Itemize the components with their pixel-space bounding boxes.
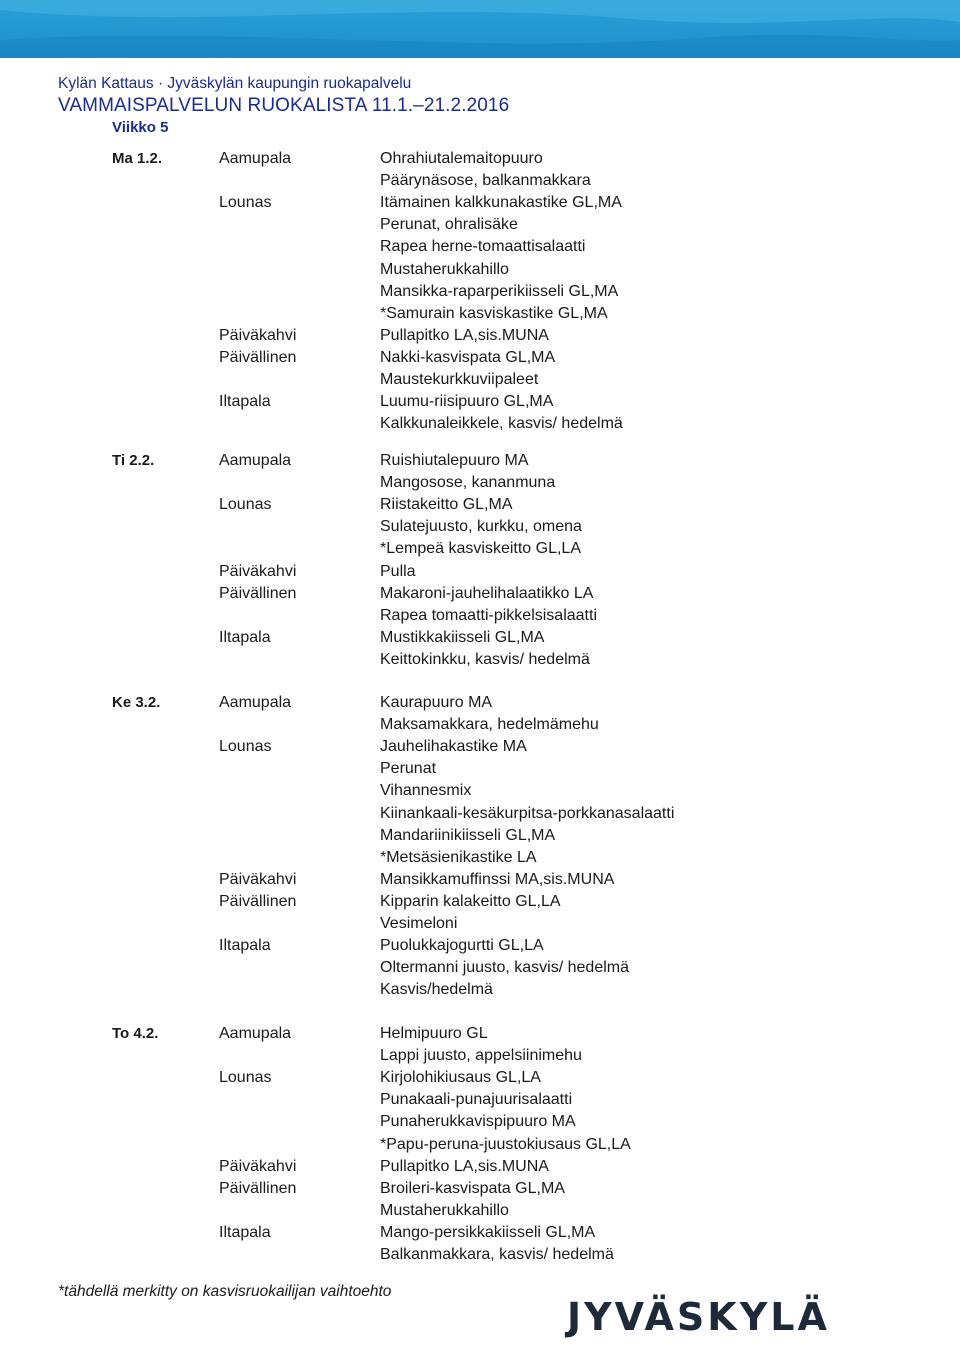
meal-type: Lounas: [219, 738, 272, 756]
dish-name: Pullapitko LA,sis.MUNA: [380, 1157, 549, 1175]
dish-name: Balkanmakkara, kasvis/ hedelmä: [380, 1246, 614, 1263]
menu-row: [0, 303, 960, 325]
menu-row: [0, 1045, 960, 1067]
dish-name: Kipparin kalakeitto GL,LA: [380, 892, 561, 910]
dish-name: Makaroni-jauhelihalaatikko LA: [380, 584, 594, 602]
menu-row: [0, 891, 960, 913]
menu-row: [0, 714, 960, 736]
organization-name: Kylän Kattaus · Jyväskylän kaupungin ruokapalvelu: [58, 75, 412, 92]
menu-row: [0, 281, 960, 303]
meal-type: Lounas: [219, 1069, 272, 1087]
dish-name: Lappi juusto, appelsiinimehu: [380, 1047, 582, 1065]
dish-name: Maustekurkkuviipaleet: [380, 371, 539, 388]
dish-name: Kasvis/hedelmä: [380, 981, 493, 999]
dish-name: Rapea herne-tomaattisalaatti: [380, 238, 586, 256]
dish-name: Itämainen kalkkunakastike GL,MA: [380, 194, 622, 212]
dish-name: Keittokinkku, kasvis/ hedelmä: [380, 650, 590, 668]
dish-name: *Papu-peruna-juustokiusaus GL,LA: [380, 1135, 631, 1153]
dish-name: Nakki-kasvispata GL,MA: [380, 348, 556, 366]
menu-row: [0, 1244, 960, 1266]
menu-row: [0, 803, 960, 825]
meal-type: Aamupala: [219, 694, 292, 711]
meal-type: Iltapala: [219, 393, 271, 411]
menu-row: [0, 1111, 960, 1133]
dish-name: Pulla: [380, 562, 416, 580]
meal-type: Lounas: [219, 496, 272, 514]
menu-row: [0, 869, 960, 891]
dish-name: Ruishiutalepuuro MA: [380, 452, 529, 469]
dish-name: Punaherukkavispipuuro MA: [380, 1113, 576, 1131]
menu-row: [0, 1089, 960, 1111]
meal-type: Aamupala: [219, 150, 292, 167]
menu-row: [0, 1156, 960, 1178]
dish-name: Broileri-kasvispata GL,MA: [380, 1179, 565, 1197]
dish-name: Sulatejuusto, kurkku, omena: [380, 518, 582, 536]
day-label: Ti 2.2.: [112, 452, 155, 469]
menu-row: [0, 649, 960, 671]
dish-name: Vesimeloni: [380, 915, 458, 932]
dish-name: Pullapitko LA,sis.MUNA: [380, 326, 549, 344]
menu-row: [0, 325, 960, 347]
meal-type: Iltapala: [219, 628, 271, 646]
dish-name: Helmipuuro GL: [380, 1025, 488, 1042]
menu-title: VAMMAISPALVELUN RUOKALISTA 11.1.–21.2.2016: [58, 95, 510, 116]
menu-row: [0, 935, 960, 957]
meal-type: Päivällinen: [219, 892, 297, 910]
menu-row: [0, 780, 960, 802]
menu-row: [0, 913, 960, 935]
dish-name: Mustaherukkahillo: [380, 1201, 509, 1219]
menu-row: [0, 236, 960, 258]
menu-row: [0, 957, 960, 979]
dish-name: Perunat: [380, 760, 437, 778]
menu-row: [0, 1067, 960, 1089]
meal-type: Päiväkahvi: [219, 326, 297, 344]
top-banner: [0, 0, 960, 58]
menu-row: [0, 347, 960, 369]
meal-type: Iltapala: [219, 937, 271, 955]
dish-name: Mustikkakiisseli GL,MA: [380, 628, 545, 646]
menu-row: [0, 413, 960, 435]
meal-type: Iltapala: [219, 1223, 271, 1241]
meal-type: Päivällinen: [219, 348, 297, 366]
menu-row: [0, 1134, 960, 1156]
dish-name: *Lempeä kasviskeitto GL,LA: [380, 540, 581, 558]
meal-type: Päivällinen: [219, 584, 297, 602]
dish-name: Mangosose, kananmuna: [380, 474, 556, 492]
menu-row: [0, 736, 960, 758]
menu-row: [0, 847, 960, 869]
dish-name: Kalkkunaleikkele, kasvis/ hedelmä: [380, 415, 623, 433]
dish-name: Mango-persikkakiisseli GL,MA: [380, 1223, 596, 1241]
menu-row: [0, 450, 960, 472]
dish-name: Puolukkajogurtti GL,LA: [380, 937, 544, 955]
jyvaskyla-logo: [567, 1294, 830, 1340]
week-label: Viikko 5: [112, 119, 169, 136]
footnote: *tähdellä merkitty on kasvisruokailijan vaihtoehto: [58, 1283, 392, 1300]
meal-type: Aamupala: [219, 1025, 292, 1042]
dish-name: *Samurain kasviskastike GL,MA: [380, 304, 608, 322]
dish-name: Maksamakkara, hedelmämehu: [380, 716, 599, 734]
dish-name: Rapea tomaatti-pikkelsisalaatti: [380, 606, 597, 624]
menu-row: [0, 692, 960, 714]
dish-name: Kaurapuuro MA: [380, 694, 493, 711]
menu-row: [0, 1200, 960, 1222]
dish-name: Jauhelihakastike MA: [380, 738, 527, 756]
menu-row: [0, 192, 960, 214]
dish-name: Oltermanni juusto, kasvis/ hedelmä: [380, 959, 629, 977]
day-label: Ke 3.2.: [112, 694, 161, 711]
menu-row: [0, 494, 960, 516]
menu-row: [0, 516, 960, 538]
menu-row: [0, 472, 960, 494]
dish-name: Mandariinikiisseli GL,MA: [380, 826, 556, 844]
dish-name: Luumu-riisipuuro GL,MA: [380, 393, 554, 411]
menu-row: [0, 391, 960, 413]
logo-text: JYVÄSKYLÄ: [567, 1295, 830, 1339]
dish-name: Ohrahiutalemaitopuuro: [380, 150, 543, 167]
menu-row: [0, 538, 960, 560]
menu-row: [0, 1178, 960, 1200]
menu-row: [0, 979, 960, 1001]
menu-row: [0, 1222, 960, 1244]
menu-row: [0, 369, 960, 391]
dish-name: Mansikka-raparperikiisseli GL,MA: [380, 282, 619, 300]
day-label: Ma 1.2.: [112, 150, 163, 167]
dish-name: Kiinankaali-kesäkurpitsa-porkkanasalaatti: [380, 804, 675, 822]
menu-row: [0, 148, 960, 170]
meal-type: Lounas: [219, 194, 272, 212]
dish-name: Mansikkamuffinssi MA,sis.MUNA: [380, 870, 615, 888]
dish-name: Vihannesmix: [380, 782, 472, 800]
menu-row: [0, 627, 960, 649]
dish-name: Riistakeitto GL,MA: [380, 496, 513, 514]
menu-row: [0, 825, 960, 847]
menu-row: [0, 758, 960, 780]
day-label: To 4.2.: [112, 1025, 159, 1042]
menu-row: [0, 214, 960, 236]
dish-name: Punakaali-punajuurisalaatti: [380, 1091, 573, 1109]
meal-type: Päivällinen: [219, 1179, 297, 1197]
dish-name: *Metsäsienikastike LA: [380, 848, 537, 866]
dish-name: Mustaherukkahillo: [380, 260, 509, 278]
dish-name: Kirjolohikiusaus GL,LA: [380, 1069, 541, 1087]
meal-type: Päiväkahvi: [219, 562, 297, 580]
meal-type: Päiväkahvi: [219, 870, 297, 888]
menu-row: [0, 1023, 960, 1045]
menu-row: [0, 605, 960, 627]
wave-decoration: [0, 0, 960, 58]
meal-type: Päiväkahvi: [219, 1157, 297, 1175]
menu-row: [0, 561, 960, 583]
dish-name: Perunat, ohralisäke: [380, 216, 518, 234]
menu-row: [0, 583, 960, 605]
menu-row: [0, 170, 960, 192]
dish-name: Päärynäsose, balkanmakkara: [380, 172, 591, 190]
meal-type: Aamupala: [219, 452, 292, 469]
menu-row: [0, 259, 960, 281]
document-header: [58, 74, 509, 118]
